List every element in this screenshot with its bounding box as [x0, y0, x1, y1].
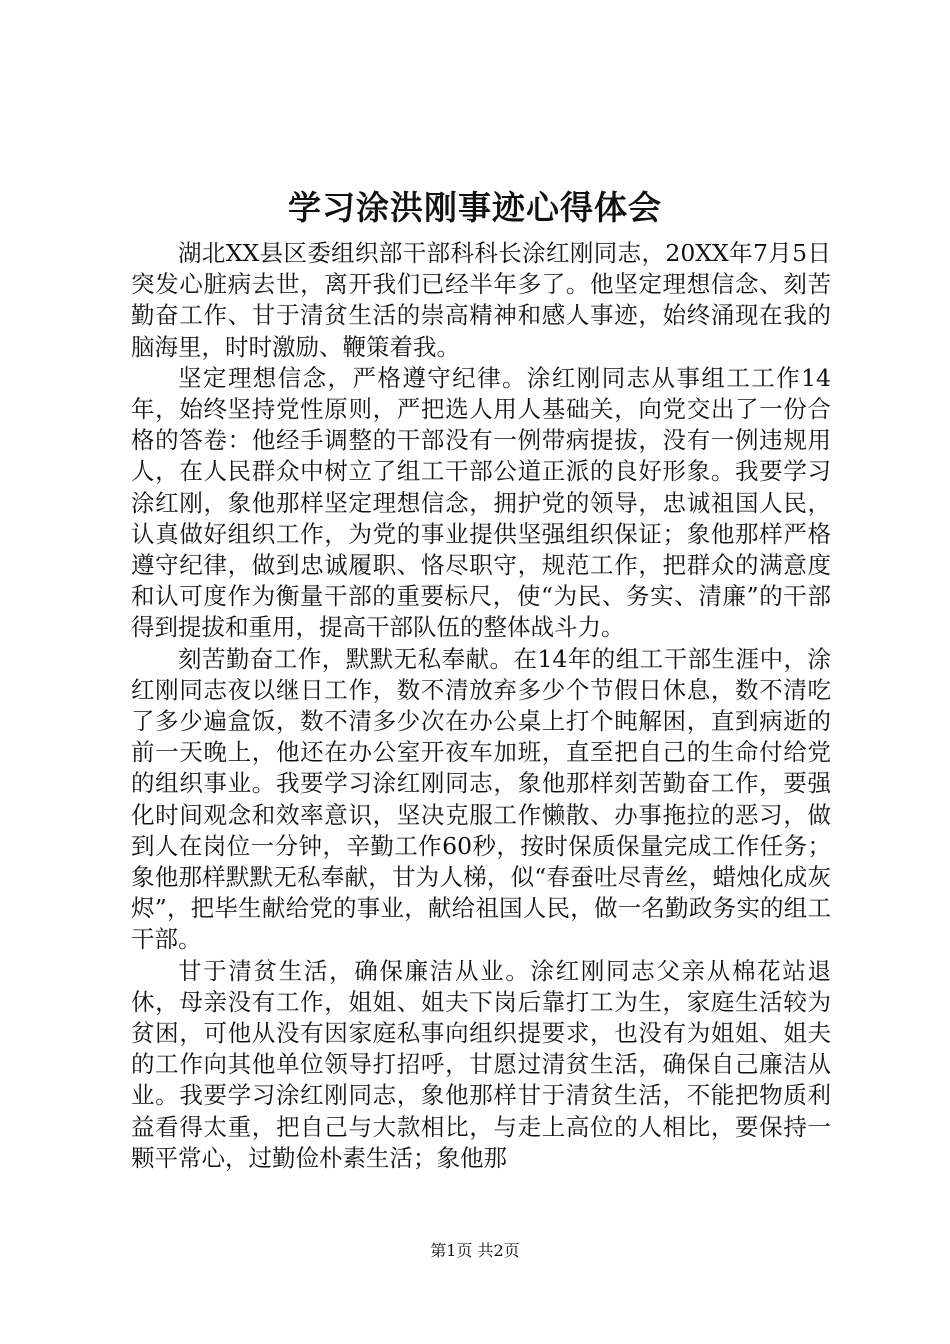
document-body	[131, 238, 831, 1174]
paragraph-diligence: 刻苦勤奋工作，默默无私奉献。在14年的组工干部生涯中，涂红刚同志夜以继日工作，数不清放弃多少个节假日休息，数不清吃了多少遍盒饭，数不清多少次在办公桌上打个盹解困，直到病逝的前一天晚上，他还在办公室开夜车加班，直至把自己的生命付给党的组织事业。我要学习涂红刚同志，象他那样刻苦勤奋工作，要强化时间观念和效率意识，坚决克服工作懒散、办事拖拉的恶习，做到人在岗位一分钟，辛勤工作60秒，按时保质保量完成工作任务；象他那样默默无私奉献，甘为人梯，似“春蚕吐尽青丝，蜡烛化成灰烬”，把毕生献给党的事业，献给祖国人民，做一名勤政务实的组工干部。	[131, 644, 831, 954]
paragraph-intro: 湖北XX县区委组织部干部科科长涂红刚同志，20XX年7月5日突发心脏病去世，离开我们已经半年多了。他坚定理想信念、刻苦勤奋工作、甘于清贫生活的崇高精神和感人事迹，始终涌现在我的脑海里，时时激励、鞭策着我。	[131, 239, 831, 361]
paragraph-integrity: 甘于清贫生活，确保廉洁从业。涂红刚同志父亲从棉花站退休，母亲没有工作，姐姐、姐夫下岗后靠打工为生，家庭生活较为贫困，可他从没有因家庭私事向组织提要求，也没有为姐姐、姐夫的工作向其他单位领导打招呼，甘愿过清贫生活，确保自己廉洁从业。我要学习涂红刚同志，象他那样甘于清贫生活，不能把物质利益看得太重，把自己与大款相比，与走上高位的人相比，要保持一颗平常心，过勤俭朴素生活；象他那	[131, 956, 831, 1172]
page-number-footer: 第1页 共2页	[430, 1241, 520, 1260]
document-title: 学习涂洪刚事迹心得体会	[288, 188, 662, 227]
paragraph-ideals: 坚定理想信念，严格遵守纪律。涂红刚同志从事组工工作14年，始终坚持党性原则，严把选人用人基础关，向党交出了一份合格的答卷：他经手调整的干部没有一例带病提拔，没有一例违规用人，在人民群众中树立了组工干部公道正派的良好形象。我要学习涂红刚，象他那样坚定理想信念，拥护党的领导，忠诚祖国人民，认真做好组织工作，为党的事业提供坚强组织保证；象他那样严格遵守纪律，做到忠诚履职、恪尽职守，规范工作，把群众的满意度和认可度作为衡量干部的重要标尺，使“为民、务实、清廉”的干部得到提拔和重用，提高干部队伍的整体战斗力。	[131, 363, 831, 642]
